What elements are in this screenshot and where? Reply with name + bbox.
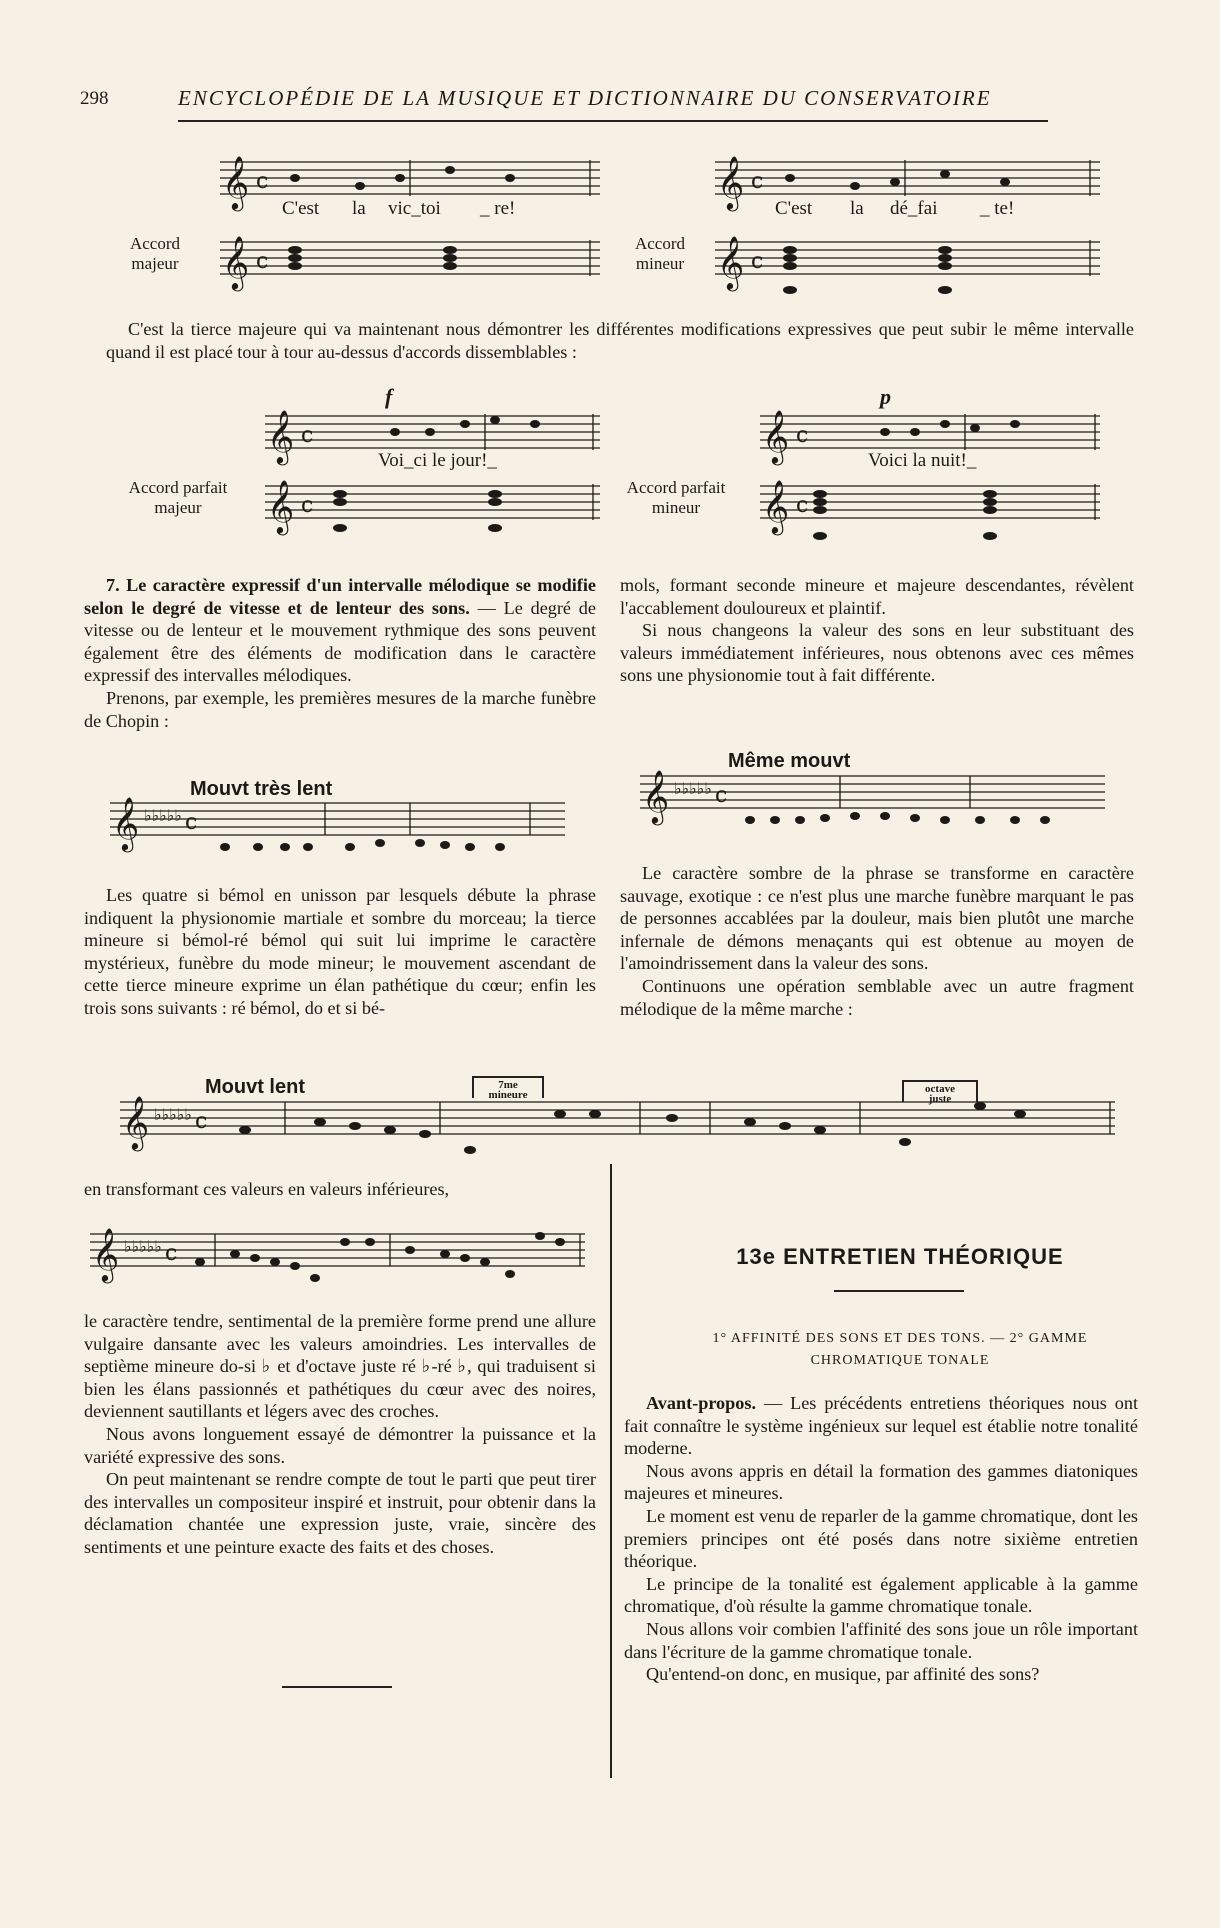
svg-text:𝄞: 𝄞 bbox=[717, 235, 745, 289]
lower-staff bbox=[715, 235, 1100, 294]
slow-tempo-marking: Mouvt lent bbox=[205, 1076, 305, 1098]
svg-text:♭♭♭♭♭: ♭♭♭♭♭ bbox=[154, 1105, 192, 1124]
svg-text:𝄞: 𝄞 bbox=[267, 479, 295, 533]
section-title: 13e ENTRETIEN THÉORIQUE bbox=[736, 1244, 1064, 1269]
example1-left-lyric-2: la bbox=[352, 198, 366, 219]
svg-text:c: c bbox=[715, 783, 728, 808]
right-column-text-2: Le caractère sombre de la phrase se transforme en caractère sauvage, exotique : ce n'est plus une marche funèbre marquant le pas de personnes accablées par la douleur, mais bien plutôt une marche infernale de démons menaçants qui est obtenue au moyen de l'amoindrissement dans la valeur des sons. Continuons une opération semblable avec un autre fragment mélodique de la même marche : bbox=[620, 863, 1134, 1019]
example2-right-dynamic: p bbox=[880, 384, 891, 409]
example2-right-score bbox=[750, 396, 1110, 556]
svg-text:c: c bbox=[165, 1241, 178, 1266]
wide-musical-example bbox=[120, 1094, 1120, 1164]
example1-right-lyric-1: C'est bbox=[775, 198, 813, 219]
example1-left-lyric-4: _ re! bbox=[480, 198, 516, 219]
example2-left-dynamic: f bbox=[385, 384, 393, 409]
example1-left-score bbox=[210, 142, 600, 302]
lower-staff bbox=[760, 479, 1100, 540]
section-end-rule bbox=[282, 1686, 392, 1688]
header-rule bbox=[178, 120, 1048, 122]
example1-left-label: Accord majeur bbox=[129, 234, 181, 273]
svg-text:𝄞: 𝄞 bbox=[222, 155, 250, 209]
svg-text:c: c bbox=[301, 423, 314, 448]
right-column-text-1: mols, formant seconde mineure et majeure descendantes, révèlent l'accablement douloureux et plaintif. Si nous changeons la valeur des sons en leur substituant des valeurs immédiatement inférieures, nous obtenons avec ces mêmes sons une physionomie tout à fait différente. bbox=[620, 575, 1134, 686]
right-column-text-3: Avant-propos. — Les précédents entretiens théoriques nous ont fait connaître le système ingénieux sur lequel est établie notre tonalité moderne. Nous avons appris en détail la formation des gammes diatoniques majeures et mineures. Le moment est venu de reparler de la gamme chromatique, dont les premiers principes ont été posés dans notre sixième entretien théorique. Le principe de la tonalité est également applicable à la gamme chromatique, d'où résulte la gamme chromatique tonale. Nous allons voir combien l'affinité des sons joue un rôle important dans l'écriture de la gamme chromatique tonale. Qu'entend-on donc, en musique, par affinité des sons? bbox=[624, 1393, 1138, 1685]
example1-left-lyric-1: C'est bbox=[282, 198, 320, 219]
lower-staff bbox=[265, 479, 600, 535]
running-title: ENCYCLOPÉDIE DE LA MUSIQUE ET DICTIONNAIRE DU CONSERVATOIRE bbox=[178, 86, 992, 110]
svg-text:c: c bbox=[256, 169, 269, 194]
section-subtitle: 1° AFFINITÉ DES SONS ET DES TONS. — 2° GAMME CHROMATIQUE TONALE bbox=[712, 1331, 1088, 1368]
svg-text:c: c bbox=[301, 493, 314, 518]
example2-left-label: Accord parfait majeur bbox=[128, 478, 228, 517]
same-tempo-marking: Même mouvt bbox=[728, 750, 851, 772]
example2-right-lyrics: Voici la nuit!_ bbox=[868, 450, 977, 471]
svg-text:c: c bbox=[195, 1109, 208, 1134]
title-underline bbox=[834, 1290, 964, 1292]
svg-text:𝄞: 𝄞 bbox=[267, 409, 295, 463]
column-divider bbox=[610, 1164, 612, 1778]
diminished-values-example bbox=[90, 1226, 590, 1296]
svg-text:𝄞: 𝄞 bbox=[222, 235, 250, 289]
interval-bracket-octave: octave juste bbox=[902, 1080, 978, 1102]
svg-text:♭♭♭♭♭: ♭♭♭♭♭ bbox=[124, 1237, 162, 1256]
svg-text:𝄞: 𝄞 bbox=[112, 796, 140, 850]
example1-right-score bbox=[705, 142, 1105, 312]
chopin-excerpt-2 bbox=[640, 766, 1110, 832]
lower-staff bbox=[220, 235, 600, 291]
left-column-text-3: en transformant ces valeurs en valeurs inférieures, bbox=[84, 1179, 450, 1199]
svg-text:𝄞: 𝄞 bbox=[717, 155, 745, 209]
interval-bracket-seventh: 7me mineure bbox=[472, 1076, 544, 1098]
chopin-excerpt-1 bbox=[110, 795, 570, 855]
svg-text:♭♭♭♭♭: ♭♭♭♭♭ bbox=[144, 806, 182, 825]
left-column-text-4: le caractère tendre, sentimental de la première forme prend une allure vulgaire dansante avec les valeurs amoindries. Les intervalles de septième mineure do-si ♭ et d'octave juste ré ♭-ré ♭, qui traduisent si bien les élans passionnés et pathétiques du cœur avec des noires, deviennent sautillants et légers avec des croches. Nous avons longuement essayé de démontrer la puissance et la variété expressive des sons. On peut maintenant se rendre compte de tout le parti que peut tirer des intervalles un compositeur inspiré et instruit, pour obtenir dans la déclamation chantée une expression juste, vraie, sincère des sentiments et une peinture exacte des faits et des choses. bbox=[84, 1311, 596, 1557]
svg-text:♭♭♭♭♭: ♭♭♭♭♭ bbox=[674, 779, 712, 798]
svg-text:c: c bbox=[796, 423, 809, 448]
example1-right-lyric-2: la bbox=[850, 198, 864, 219]
svg-text:c: c bbox=[751, 169, 764, 194]
intro-paragraph: C'est la tierce majeure qui va maintenant nous démontrer les différentes modifications expressives que peut subir le même intervalle quand il est placé tour à tour au-dessus d'accords dissemblables : bbox=[106, 319, 1134, 362]
left-column-text-2: Les quatre si bémol en unisson par lesquels débute la phrase indiquent la physionomie martiale et sombre du morceau; la tierce mineure si bémol-ré bémol qui suit lui imprime le caractère mystérieux, funèbre du mode mineur; le mouvement ascendant de cette tierce mineure exprime un élan pathétique du cœur; enfin les trois sons suivants : ré bémol, do et si bé- bbox=[84, 885, 596, 1018]
svg-text:𝄞: 𝄞 bbox=[762, 479, 790, 533]
example1-right-label: Accord mineur bbox=[634, 234, 686, 273]
page-number: 298 bbox=[80, 88, 109, 109]
example1-right-lyric-3: dé_fai bbox=[890, 198, 938, 219]
svg-text:c: c bbox=[751, 249, 764, 274]
svg-text:𝄞: 𝄞 bbox=[122, 1095, 150, 1149]
example1-left-lyric-3: vic_toi bbox=[388, 198, 441, 219]
svg-text:𝄞: 𝄞 bbox=[92, 1227, 120, 1281]
example2-right-label: Accord parfait mineur bbox=[626, 478, 726, 517]
svg-text:𝄞: 𝄞 bbox=[762, 409, 790, 463]
example2-left-lyrics: Voi_ci le jour!_ bbox=[378, 450, 497, 471]
svg-text:𝄞: 𝄞 bbox=[642, 769, 670, 823]
left-column-text-1: 7. Le caractère expressif d'un intervalle mélodique se modifie selon le degré de vitesse et de lenteur des sons. — Le degré de vitesse ou de lenteur et le mouvement rythmique des sons peuvent également être des éléments de modification dans le caractère expressif des intervalles mélodiques. Prenons, par exemple, les premières mesures de la marche funèbre de Chopin : bbox=[84, 575, 596, 731]
svg-text:c: c bbox=[796, 493, 809, 518]
svg-text:c: c bbox=[185, 810, 198, 835]
example1-right-lyric-4: _ te! bbox=[980, 198, 1015, 219]
svg-text:c: c bbox=[256, 249, 269, 274]
chopin-tempo-marking: Mouvt très lent bbox=[190, 778, 333, 800]
